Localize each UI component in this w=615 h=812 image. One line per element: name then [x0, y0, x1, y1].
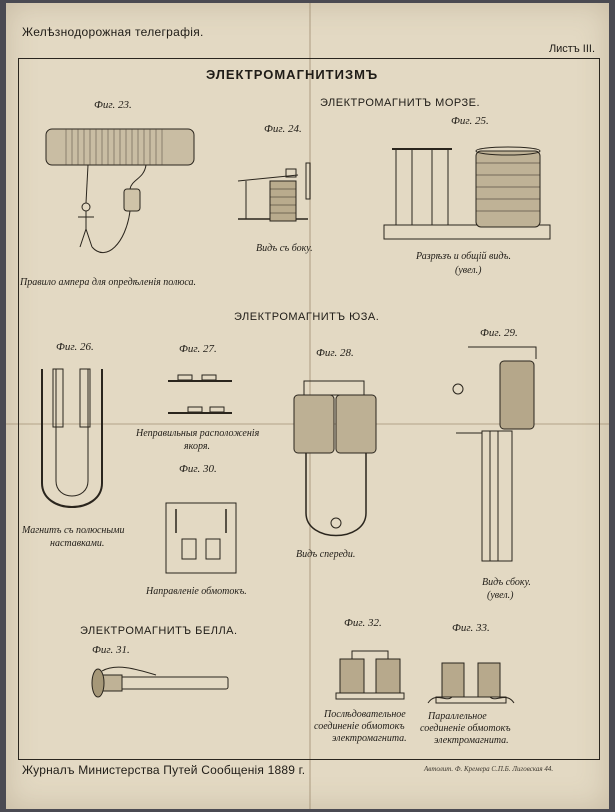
fig32-label: Фиг. 32.: [344, 617, 382, 629]
engraved-figures: [6, 3, 609, 809]
fig33-caption-3: электромагнита.: [434, 735, 509, 746]
fig23-drawing: [46, 129, 194, 253]
fig30-caption: Направленіе обмотокъ.: [146, 586, 247, 597]
fig26-caption-2: наставками.: [50, 538, 105, 549]
fig29-drawing: [453, 347, 536, 561]
fig33-label: Фиг. 33.: [452, 622, 490, 634]
fig32-drawing: [336, 651, 404, 699]
fig30-drawing: [166, 503, 236, 573]
fig24-drawing: [238, 163, 310, 221]
fig26-caption-1: Магнитъ съ полюсными: [22, 525, 125, 536]
fig27-caption-1: Неправильныя расположенія: [136, 428, 260, 439]
fig23-caption: Правило ампера для опредѣленія полюса.: [20, 277, 196, 288]
sheet-number: Листъ III.: [548, 43, 595, 55]
fig24-caption: Видъ съ боку.: [256, 243, 313, 254]
fig29-caption-1: Видъ сбоку.: [482, 577, 531, 588]
fig31-label: Фиг. 31.: [92, 644, 130, 656]
fig24-label: Фиг. 24.: [264, 123, 302, 135]
fig32-caption-1: Послѣдовательное: [324, 709, 406, 720]
fig28-caption: Видъ спереди.: [296, 549, 356, 560]
section-bell: ЭЛЕКТРОМАГНИТЪ БЕЛЛА.: [80, 625, 238, 637]
plate-title: ЭЛЕКТРОМАГНИТИЗМЪ: [206, 67, 379, 82]
fig31-drawing: [92, 667, 228, 697]
fig29-label: Фиг. 29.: [480, 327, 518, 339]
header-left: Желѣзнодорожная телеграфія.: [22, 25, 204, 39]
fig25-drawing: [384, 147, 550, 239]
fig25-label: Фиг. 25.: [451, 115, 489, 127]
fig27-label: Фиг. 27.: [179, 343, 217, 355]
fig33-caption-1: Параллельное: [428, 711, 487, 722]
fig30-label: Фиг. 30.: [179, 463, 217, 475]
plate-sheet: [6, 3, 609, 809]
fig33-caption-2: соединеніе обмотокъ: [420, 723, 511, 734]
fig23-label: Фиг. 23.: [94, 99, 132, 111]
fig29-caption-2: (увел.): [487, 590, 514, 601]
fig33-drawing: [428, 663, 514, 703]
fig32-caption-3: электромагнита.: [332, 733, 407, 744]
footer-printer: Автолит. Ф. Кремера С.П.Б. Лиговская 44.: [424, 765, 554, 773]
fig25-caption-1: Разрѣзъ и общій видъ.: [416, 251, 511, 262]
fig27-drawing: [168, 375, 232, 413]
fig26-label: Фиг. 26.: [56, 341, 94, 353]
fig26-drawing: [42, 369, 102, 507]
section-hughes: ЭЛЕКТРОМАГНИТЪ ЮЗА.: [234, 311, 380, 323]
section-morse: ЭЛЕКТРОМАГНИТЪ МОРЗЕ.: [320, 97, 481, 109]
fig25-caption-2: (увел.): [455, 265, 482, 276]
footer-journal: Журналъ Министерства Путей Сообщенія 1889 г.: [22, 763, 306, 777]
fig28-drawing: [294, 381, 376, 536]
fig32-caption-2: соединеніе обмотокъ: [314, 721, 405, 732]
fig28-label: Фиг. 28.: [316, 347, 354, 359]
fig27-caption-2: якоря.: [184, 441, 210, 452]
